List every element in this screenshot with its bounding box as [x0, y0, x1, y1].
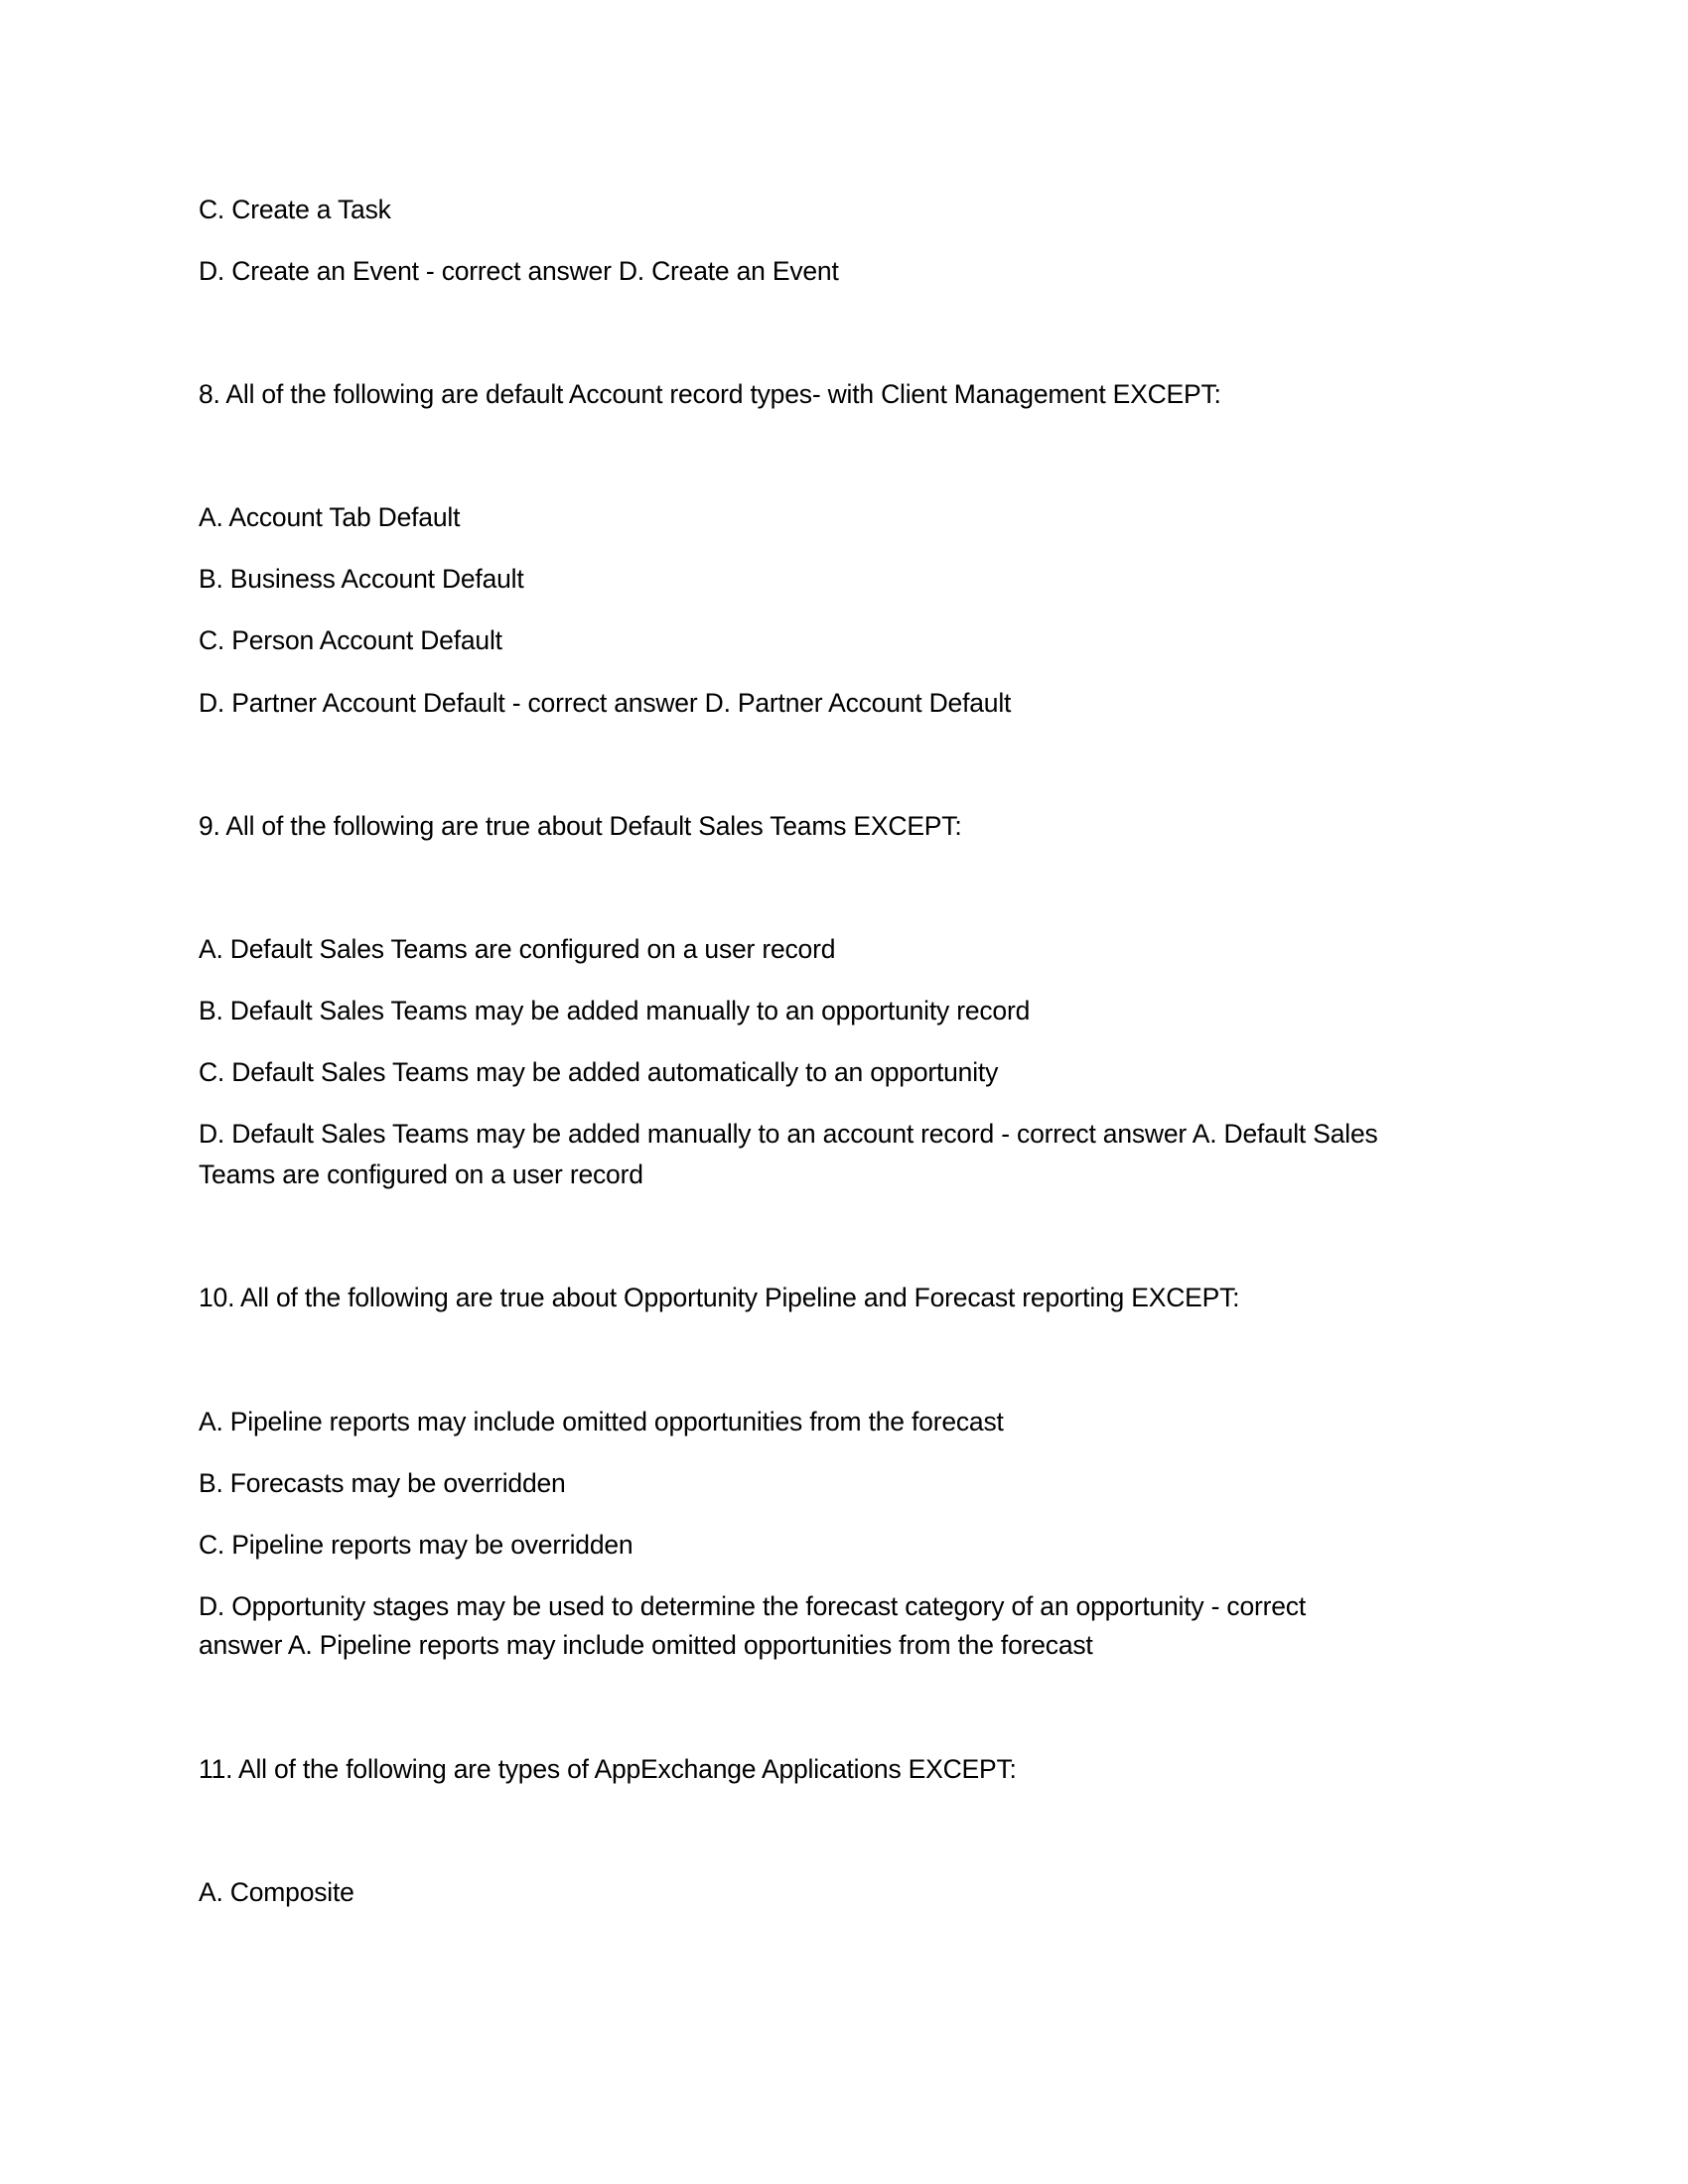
question-9-option-c: C. Default Sales Teams may be added automatically to an opportunity [199, 1057, 999, 1087]
question-8-option-d-answer: D. Partner Account Default - correct answer D. Partner Account Default [199, 688, 1012, 718]
question-9-option-d-answer-continued: Teams are configured on a user record [199, 1160, 643, 1189]
question-10-option-a: A. Pipeline reports may include omitted opportunities from the forecast [199, 1407, 1004, 1436]
question-9-option-a: A. Default Sales Teams are configured on a user record [199, 934, 836, 964]
question-11-prompt: 11. All of the following are types of AppExchange Applications EXCEPT: [199, 1754, 1017, 1784]
question-8-prompt: 8. All of the following are default Account record types- with Client Management EXCEPT: [199, 379, 1221, 409]
question-9-prompt: 9. All of the following are true about Default Sales Teams EXCEPT: [199, 811, 962, 841]
question-10-option-b: B. Forecasts may be overridden [199, 1468, 566, 1498]
question-8-option-c: C. Person Account Default [199, 625, 502, 655]
option-c-create-task: C. Create a Task [199, 195, 391, 224]
question-8-option-b: B. Business Account Default [199, 564, 524, 594]
question-9-option-b: B. Default Sales Teams may be added manually to an opportunity record [199, 996, 1031, 1025]
question-11-option-a: A. Composite [199, 1877, 354, 1907]
question-8-option-a: A. Account Tab Default [199, 502, 461, 532]
question-10-option-d-answer-continued: answer A. Pipeline reports may include omitted opportunities from the forecast [199, 1630, 1093, 1660]
question-10-option-c: C. Pipeline reports may be overridden [199, 1530, 633, 1560]
option-d-create-event-answer: D. Create an Event - correct answer D. Create an Event [199, 256, 839, 286]
question-10-option-d-answer: D. Opportunity stages may be used to determine the forecast category of an opportunity - correct [199, 1591, 1306, 1621]
question-10-prompt: 10. All of the following are true about Opportunity Pipeline and Forecast reporting EXCEPT: [199, 1283, 1240, 1312]
question-9-option-d-answer: D. Default Sales Teams may be added manually to an account record - correct answer A. Default Sales [199, 1119, 1378, 1149]
